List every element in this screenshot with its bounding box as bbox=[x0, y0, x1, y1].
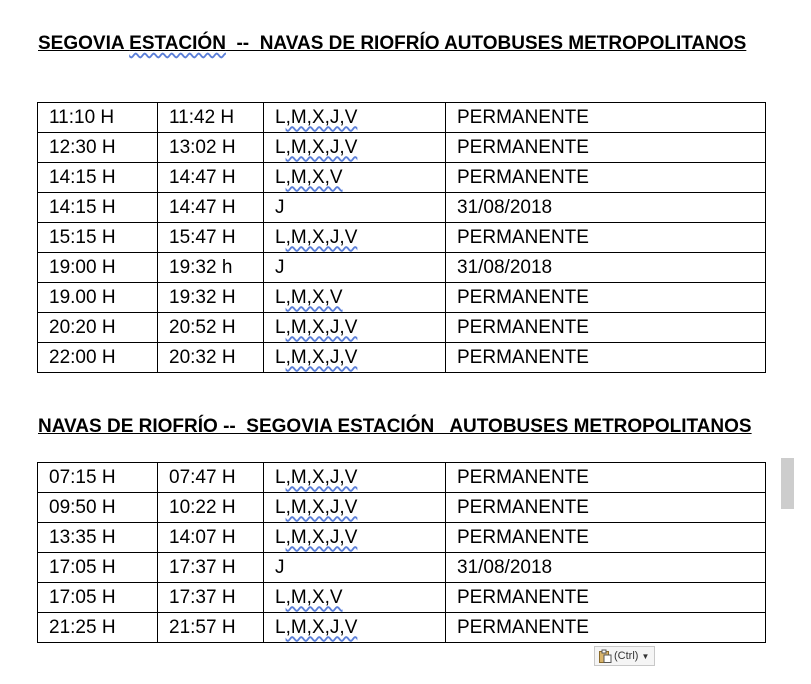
validity-cell: PERMANENTE bbox=[446, 463, 766, 493]
service-days-cell bbox=[264, 103, 446, 133]
schedule-table-segovia-navas bbox=[37, 102, 766, 373]
service-days-cell bbox=[264, 163, 446, 193]
table-row bbox=[38, 103, 766, 133]
heading-misspelled-word: ESTACIÓN bbox=[129, 33, 226, 54]
departure-time-cell: 21:25 H bbox=[38, 613, 158, 643]
service-days-cell bbox=[264, 493, 446, 523]
paste-options-label: (Ctrl) bbox=[614, 650, 639, 662]
departure-time-cell: 19:00 H bbox=[38, 253, 158, 283]
days-first-letter: L bbox=[275, 586, 286, 608]
heading-part-1: SEGOVIA bbox=[38, 33, 130, 54]
table-row bbox=[38, 313, 766, 343]
days-rest: ,M,X,J,V bbox=[285, 136, 358, 158]
service-days-cell: J bbox=[264, 253, 446, 283]
departure-time-cell: 22:00 H bbox=[38, 343, 158, 373]
validity-cell: PERMANENTE bbox=[446, 223, 766, 253]
service-days-cell bbox=[264, 133, 446, 163]
days-rest: ,M,X,J,V bbox=[285, 316, 358, 338]
arrival-time-cell: 07:47 H bbox=[158, 463, 264, 493]
arrival-time-cell: 14:07 H bbox=[158, 523, 264, 553]
validity-cell: PERMANENTE bbox=[446, 613, 766, 643]
service-days-cell bbox=[264, 223, 446, 253]
days-first-letter: L bbox=[275, 526, 286, 548]
validity-cell: 31/08/2018 bbox=[446, 253, 766, 283]
departure-time-cell: 17:05 H bbox=[38, 553, 158, 583]
table-row bbox=[38, 493, 766, 523]
days-first-letter: L bbox=[275, 616, 286, 638]
departure-time-cell: 15:15 H bbox=[38, 223, 158, 253]
arrival-time-cell: 13:02 H bbox=[158, 133, 264, 163]
days-first-letter: L bbox=[275, 496, 286, 518]
service-days-cell bbox=[264, 343, 446, 373]
days-rest: ,M,X,J,V bbox=[285, 496, 358, 518]
arrival-time-cell: 11:42 H bbox=[158, 103, 264, 133]
table-row bbox=[38, 163, 766, 193]
departure-time-cell: 07:15 H bbox=[38, 463, 158, 493]
days-rest: ,M,X,V bbox=[285, 166, 343, 188]
validity-cell: 31/08/2018 bbox=[446, 193, 766, 223]
heading-segovia-navas bbox=[38, 33, 746, 55]
validity-cell: PERMANENTE bbox=[446, 283, 766, 313]
arrival-time-cell: 14:47 H bbox=[158, 163, 264, 193]
days-first-letter: L bbox=[275, 316, 286, 338]
departure-time-cell: 13:35 H bbox=[38, 523, 158, 553]
table-row bbox=[38, 193, 766, 223]
days-rest: ,M,X,V bbox=[285, 586, 343, 608]
days-rest: ,M,X,J,V bbox=[285, 346, 358, 368]
validity-cell: PERMANENTE bbox=[446, 343, 766, 373]
clipboard-icon bbox=[598, 649, 612, 663]
service-days-cell bbox=[264, 463, 446, 493]
validity-cell: PERMANENTE bbox=[446, 313, 766, 343]
arrival-time-cell: 20:52 H bbox=[158, 313, 264, 343]
arrival-time-cell: 17:37 H bbox=[158, 583, 264, 613]
heading-navas-segovia: NAVAS DE RIOFRÍO -- SEGOVIA ESTACIÓN AUTOBUSES METROPOLITANOS bbox=[38, 416, 752, 437]
arrival-time-cell: 15:47 H bbox=[158, 223, 264, 253]
service-days-cell: J bbox=[264, 553, 446, 583]
departure-time-cell: 09:50 H bbox=[38, 493, 158, 523]
validity-cell: PERMANENTE bbox=[446, 163, 766, 193]
validity-cell: PERMANENTE bbox=[446, 133, 766, 163]
chevron-down-icon: ▼ bbox=[641, 651, 650, 661]
vertical-scrollbar-thumb[interactable] bbox=[781, 458, 794, 509]
days-rest: ,M,X,J,V bbox=[285, 226, 358, 248]
days-first-letter: L bbox=[275, 166, 286, 188]
table-row bbox=[38, 463, 766, 493]
table-row bbox=[38, 553, 766, 583]
table-row bbox=[38, 613, 766, 643]
table-row bbox=[38, 283, 766, 313]
arrival-time-cell: 17:37 H bbox=[158, 553, 264, 583]
service-days-cell bbox=[264, 613, 446, 643]
validity-cell: PERMANENTE bbox=[446, 493, 766, 523]
days-rest: ,M,X,V bbox=[285, 286, 343, 308]
validity-cell: PERMANENTE bbox=[446, 583, 766, 613]
table-row bbox=[38, 523, 766, 553]
schedule-table-navas-segovia bbox=[37, 462, 766, 643]
arrival-time-cell: 10:22 H bbox=[158, 493, 264, 523]
validity-cell: PERMANENTE bbox=[446, 523, 766, 553]
departure-time-cell: 12:30 H bbox=[38, 133, 158, 163]
days-first-letter: L bbox=[275, 226, 286, 248]
days-rest: ,M,X,J,V bbox=[285, 616, 358, 638]
validity-cell: PERMANENTE bbox=[446, 103, 766, 133]
arrival-time-cell: 19:32 h bbox=[158, 253, 264, 283]
days-first-letter: L bbox=[275, 136, 286, 158]
arrival-time-cell: 14:47 H bbox=[158, 193, 264, 223]
table-row bbox=[38, 223, 766, 253]
heading-part-2: -- NAVAS DE RIOFRÍO AUTOBUSES METROPOLITANOS bbox=[225, 33, 747, 54]
table-row bbox=[38, 583, 766, 613]
departure-time-cell: 20:20 H bbox=[38, 313, 158, 343]
days-first-letter: L bbox=[275, 106, 286, 128]
days-first-letter: L bbox=[275, 286, 286, 308]
arrival-time-cell: 21:57 H bbox=[158, 613, 264, 643]
departure-time-cell: 11:10 H bbox=[38, 103, 158, 133]
departure-time-cell: 14:15 H bbox=[38, 163, 158, 193]
service-days-cell bbox=[264, 583, 446, 613]
service-days-cell: J bbox=[264, 193, 446, 223]
paste-options-button[interactable] bbox=[594, 646, 655, 666]
service-days-cell bbox=[264, 523, 446, 553]
service-days-cell bbox=[264, 313, 446, 343]
validity-cell: 31/08/2018 bbox=[446, 553, 766, 583]
days-first-letter: L bbox=[275, 466, 286, 488]
table-row bbox=[38, 133, 766, 163]
days-rest: ,M,X,J,V bbox=[285, 106, 358, 128]
service-days-cell bbox=[264, 283, 446, 313]
days-rest: ,M,X,J,V bbox=[285, 526, 358, 548]
days-first-letter: L bbox=[275, 346, 286, 368]
departure-time-cell: 17:05 H bbox=[38, 583, 158, 613]
table-row bbox=[38, 343, 766, 373]
departure-time-cell: 19.00 H bbox=[38, 283, 158, 313]
arrival-time-cell: 19:32 H bbox=[158, 283, 264, 313]
arrival-time-cell: 20:32 H bbox=[158, 343, 264, 373]
departure-time-cell: 14:15 H bbox=[38, 193, 158, 223]
table-row bbox=[38, 253, 766, 283]
days-rest: ,M,X,J,V bbox=[285, 466, 358, 488]
